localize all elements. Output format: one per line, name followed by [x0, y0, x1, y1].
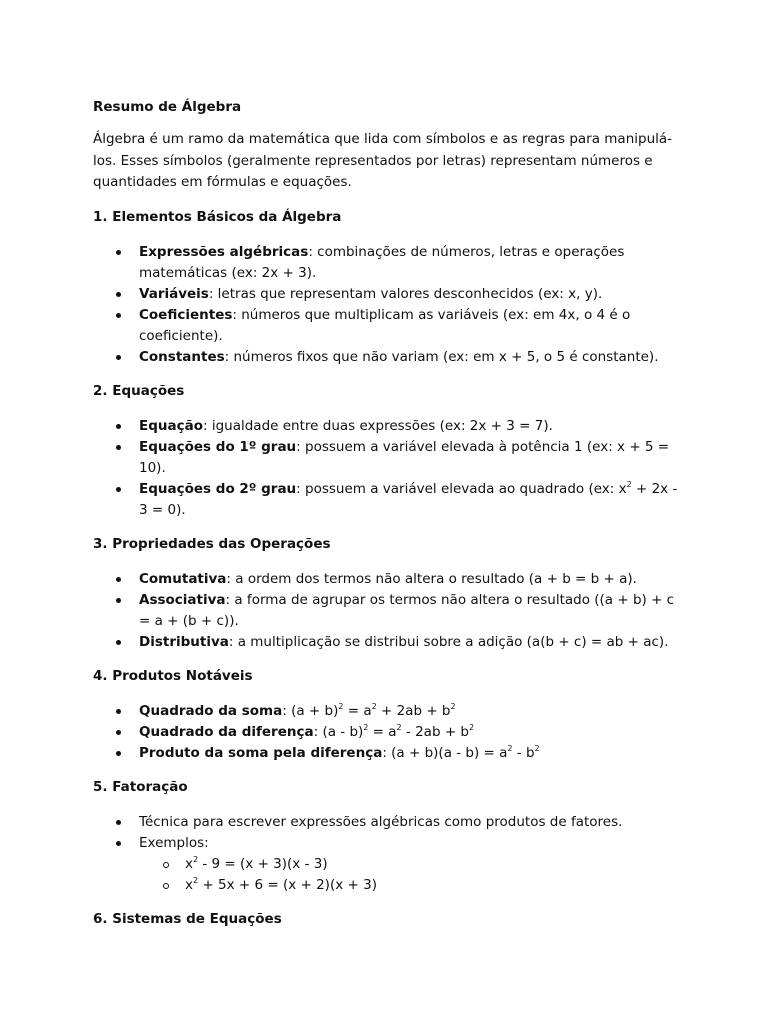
item-text: Técnica para escrever expressões algébricas como produtos de fatores.	[139, 813, 623, 830]
formula-text: - b	[512, 744, 535, 761]
list-item	[93, 812, 678, 833]
item-text: : números que multiplicam as variáveis (ex: em 4x, o 4 é o coeficiente).	[139, 306, 631, 344]
sub-list-item	[139, 875, 678, 896]
list-item	[93, 416, 678, 437]
intro-paragraph: Álgebra é um ramo da matemática que lida com símbolos e as regras para manipulá-los. Esses símbolos (geralmente representados por letras) representam números e quantidades em fórmulas e equações.	[93, 131, 673, 190]
item-term: Constantes	[139, 348, 225, 365]
formula-text: = a	[368, 723, 397, 740]
formula-text: - 2ab + b	[401, 723, 469, 740]
item-term: Expressões algébricas	[139, 243, 309, 260]
item-term: Variáveis	[139, 285, 209, 302]
item-term: Equação	[139, 417, 203, 434]
item-text: : letras que representam valores desconhecidos (ex: x, y).	[208, 285, 603, 302]
item-text: : números fixos que não variam (ex: em x + 5, o 5 é constante).	[224, 348, 659, 365]
exponent: 2	[396, 722, 402, 732]
section-heading: 1. Elementos Básicos da Álgebra	[93, 208, 342, 225]
section-notable-products	[93, 666, 678, 764]
list-item	[93, 569, 678, 590]
list-item	[93, 437, 678, 479]
item-text: + 2x - 3 = 0).	[139, 480, 678, 518]
exponent: 2	[534, 743, 540, 753]
section-systems-of-equations	[93, 909, 678, 929]
item-text: : igualdade entre duas expressões (ex: 2x + 3 = 7).	[203, 417, 553, 434]
item-term: Comutativa	[139, 570, 227, 587]
item-text: : possuem a variável elevada à potência 1 (ex: x + 5 = 10).	[139, 438, 670, 476]
item-term: Quadrado da diferença	[139, 723, 314, 740]
list-item	[93, 284, 678, 305]
exponent: 2	[338, 701, 344, 711]
list-item	[93, 590, 678, 632]
list-item	[93, 242, 678, 284]
exponent: 2	[507, 743, 513, 753]
item-term: Associativa	[139, 591, 226, 608]
item-term: Produto da soma pela diferença	[139, 744, 383, 761]
list-item	[93, 347, 678, 368]
section-factoring	[93, 777, 678, 896]
item-term: Equações do 2º grau	[139, 480, 297, 497]
exponent: 2	[193, 875, 199, 885]
list-item	[93, 743, 678, 764]
sub-list-item	[139, 854, 678, 875]
bullet-list	[93, 701, 678, 764]
section-heading: 4. Produtos Notáveis	[93, 667, 253, 684]
formula-text: : (a - b)	[313, 723, 364, 740]
bullet-list	[93, 569, 678, 653]
section-basic-elements	[93, 207, 678, 368]
list-item	[93, 305, 678, 347]
exponent: 2	[626, 479, 632, 489]
bullet-list	[93, 416, 678, 521]
list-item	[93, 479, 678, 521]
section-heading: 5. Fatoração	[93, 778, 188, 795]
item-term: Distributiva	[139, 633, 229, 650]
section-equations	[93, 381, 678, 521]
item-text: : a forma de agrupar os termos não altera o resultado ((a + b) + c = a + (b + c)).	[139, 591, 675, 629]
item-term: Quadrado da soma	[139, 702, 283, 719]
document-page	[93, 97, 678, 929]
formula-text: = a	[343, 702, 372, 719]
formula-text: - 9 = (x + 3)(x - 3)	[198, 855, 328, 872]
document-title: Resumo de Álgebra	[93, 99, 242, 115]
exponent: 2	[363, 722, 369, 732]
section-heading: 3. Propriedades das Operações	[93, 535, 331, 552]
item-term: Coeficientes	[139, 306, 233, 323]
item-text: : combinações de números, letras e operações matemáticas (ex: 2x + 3).	[139, 243, 625, 281]
formula-text: x	[185, 855, 193, 872]
formula-text: : (a + b)(a - b) = a	[382, 744, 508, 761]
list-item	[93, 701, 678, 722]
list-item	[93, 833, 678, 896]
formula-text: : (a + b)	[282, 702, 339, 719]
section-properties	[93, 534, 678, 653]
item-text: : a multiplicação se distribui sobre a adição (a(b + c) = ab + ac).	[228, 633, 669, 650]
item-text: : a ordem dos termos não altera o resultado (a + b = b + a).	[226, 570, 637, 587]
item-text: Exemplos:	[139, 834, 209, 851]
bullet-list	[93, 242, 678, 368]
formula-text: + 5x + 6 = (x + 2)(x + 3)	[198, 876, 377, 893]
formula-text: x	[185, 876, 193, 893]
exponent: 2	[469, 722, 475, 732]
item-text: : possuem a variável elevada ao quadrado (ex: x	[296, 480, 627, 497]
formula-text: + 2ab + b	[376, 702, 451, 719]
section-heading: 6. Sistemas de Equações	[93, 910, 282, 927]
list-item	[93, 632, 678, 653]
exponent: 2	[371, 701, 377, 711]
item-term: Equações do 1º grau	[139, 438, 297, 455]
bullet-list	[93, 812, 678, 896]
sub-list	[139, 854, 678, 896]
exponent: 2	[193, 854, 199, 864]
exponent: 2	[450, 701, 456, 711]
list-item	[93, 722, 678, 743]
section-heading: 2. Equações	[93, 382, 185, 399]
